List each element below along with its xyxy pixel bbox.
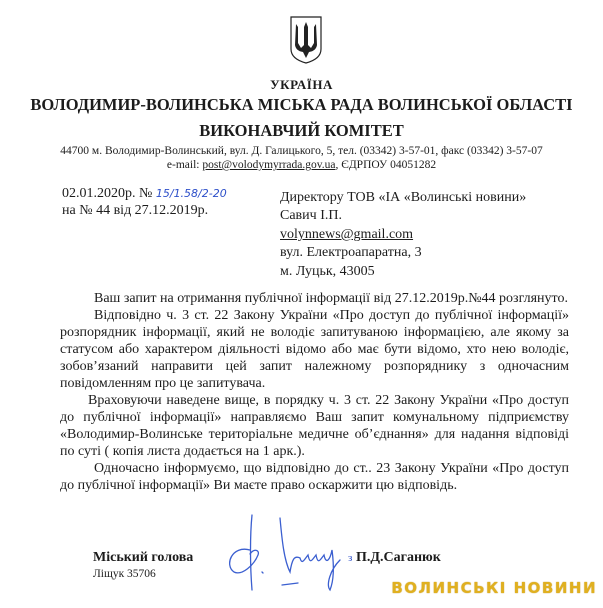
recipient-email-link[interactable]: volynnews@gmail.com: [280, 227, 414, 242]
country-heading: УКРАЇНА: [270, 77, 333, 92]
letter-body: [60, 290, 569, 494]
handwritten-signature: [222, 510, 352, 595]
outgoing-date-number: [62, 186, 227, 202]
council-heading: ВОЛОДИМИР-ВОЛИНСЬКА МІСЬКА РАДА ВОЛИНСЬКОЇ ОБЛАСТІ: [30, 95, 573, 114]
paragraph-2: Відповідно ч. 3 ст. 22 Закону України «Про доступ до публічної інформації» розпорядник інформації, який не володіє запитуваною інформацією, але якому за статусом або характером діяльності відомо або має бути відомо, хто нею володіє, зобов’язаний направити цей запит належному розпоряднику з одночасним повідомленням про це запитувача.: [60, 308, 569, 391]
signatory-name: П.Д.Саганюк: [356, 550, 441, 565]
reply-reference: на № 44 від 27.12.2019р.: [62, 203, 209, 218]
signature-mark: з: [348, 552, 353, 564]
edrpou-code: , ЄДРПОУ 04051282: [335, 159, 437, 171]
council-address: 44700 м. Володимир-Волинський, вул. Д. Галицького, 5, тел. (03342) 3-57-01, факс (03342) 3-57-07: [60, 145, 543, 157]
email-label: e-mail:: [166, 159, 203, 171]
handwritten-number: 15/1.58/2-20: [155, 187, 227, 200]
paragraph-3: Враховуючи наведене вище, в порядку ч. 3 ст. 22 Закону України «Про доступ до публічної інформації» направляємо Ваш запит комунальному підприємству «Володимир-Волинське територіальне медичне об’єднання» для надання відповіді по суті ( копія листа додається на 1 арк.).: [60, 393, 569, 459]
recipient-name: Савич І.П.: [280, 208, 342, 223]
recipient-street: вул. Електроапаратна, 3: [280, 245, 422, 260]
outgoing-date: 02.01.2020р. №: [62, 186, 156, 201]
trident-coat-of-arms-icon: [289, 15, 323, 65]
signatory-title: Міський голова: [93, 550, 194, 565]
watermark-logo: ВОЛИНСЬКІ НОВИНИ: [391, 579, 597, 597]
paragraph-4: Одночасно інформуємо, що відповідно до ст.. 23 Закону України «Про доступ до публічної інформації» Ви маєте право оскаржити цю відповідь.: [60, 461, 569, 493]
recipient-city: м. Луцьк, 43005: [280, 264, 375, 279]
council-email-link[interactable]: post@volodymyrrada.gov.ua: [202, 159, 336, 171]
recipient-position: Директору ТОВ «ІА «Волинські новини»: [280, 190, 527, 205]
paragraph-1: Ваш запит на отримання публічної інформації від 27.12.2019р.№44 розглянуто.: [94, 291, 568, 306]
executor-info: Ліщук 35706: [93, 568, 156, 580]
council-contacts: [0, 159, 603, 171]
committee-heading: ВИКОНАВЧИЙ КОМІТЕТ: [199, 121, 404, 140]
